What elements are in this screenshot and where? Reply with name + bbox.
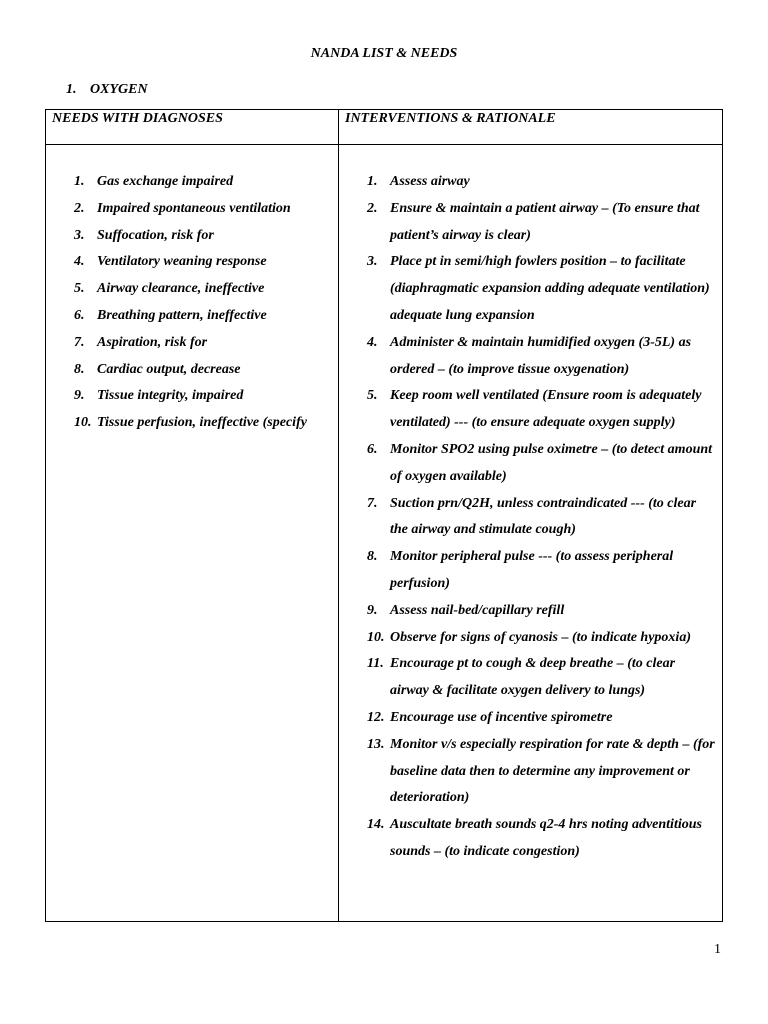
- list-item-number: 14.: [367, 817, 385, 833]
- diagnosis-item: [46, 303, 338, 330]
- list-item-number: 8.: [74, 361, 85, 377]
- diagnosis-item: [46, 249, 338, 276]
- intervention-item: [339, 705, 722, 732]
- list-item-text: Aspiration, risk for: [97, 334, 208, 350]
- interventions-list: [339, 145, 722, 866]
- list-item-number: 7.: [74, 334, 85, 350]
- list-item-number: 3.: [367, 254, 378, 270]
- diagnoses-list: [46, 145, 338, 437]
- list-item-text: Monitor v/s especially respiration for rate & depth – (for baseline data then to determine any improvement or deterioration): [390, 736, 715, 806]
- diagnoses-cell: [46, 145, 339, 922]
- list-item-text: Gas exchange impaired: [97, 174, 234, 189]
- diagnosis-item: [46, 196, 338, 223]
- intervention-item: [339, 544, 722, 598]
- diagnosis-item: [46, 223, 338, 250]
- list-item-text: Encourage pt to cough & deep breathe – (to clear airway & facilitate oxygen delivery to lungs): [390, 656, 676, 699]
- list-item-number: 6.: [367, 441, 378, 457]
- diagnosis-item: [46, 330, 338, 357]
- table-body-row: [46, 145, 723, 922]
- intervention-item: [339, 196, 722, 250]
- list-item-text: Monitor SPO2 using pulse oximetre – (to detect amount of oxygen available): [390, 441, 713, 484]
- header-diagnoses: NEEDS WITH DIAGNOSES: [46, 110, 339, 145]
- list-item-text: Tissue integrity, impaired: [97, 388, 244, 404]
- list-item-text: Administer & maintain humidified oxygen (3-5L) as ordered – (to improve tissue oxygenation): [390, 334, 692, 377]
- list-item-number: 11.: [367, 656, 384, 672]
- diagnosis-item: [46, 357, 338, 384]
- list-item-number: 4.: [74, 254, 85, 270]
- list-item-text: Assess nail-bed/capillary refill: [390, 602, 565, 618]
- list-item-number: 13.: [367, 736, 385, 752]
- interventions-cell: [339, 145, 723, 922]
- diagnosis-item: [46, 169, 338, 196]
- list-item-text: Auscultate breath sounds q2-4 hrs noting adventitious sounds – (to indicate congestion): [390, 817, 702, 859]
- list-item-number: 2.: [367, 200, 378, 216]
- list-item-number: 5.: [74, 281, 85, 297]
- section-heading: [66, 82, 148, 98]
- list-item-number: 8.: [367, 549, 378, 565]
- intervention-item: [339, 437, 722, 491]
- intervention-item: [339, 169, 722, 196]
- list-item-number: 10.: [74, 415, 92, 431]
- intervention-item: [339, 625, 722, 652]
- intervention-item: [339, 812, 722, 866]
- section-label: OXYGEN: [90, 82, 148, 97]
- list-item-number: 1.: [74, 174, 85, 189]
- list-item-number: 10.: [367, 629, 385, 645]
- list-item-text: Encourage use of incentive spirometre: [390, 709, 613, 725]
- list-item-text: Suffocation, risk for: [97, 227, 214, 243]
- diagnosis-item: [46, 383, 338, 410]
- list-item-number: 6.: [74, 307, 85, 323]
- list-item-number: 12.: [367, 709, 385, 725]
- list-item-number: 9.: [74, 388, 85, 404]
- page-title: NANDA LIST & NEEDS: [310, 46, 458, 61]
- intervention-item: [339, 732, 722, 812]
- list-item-text: Ensure & maintain a patient airway – (To ensure that patient’s airway is clear): [390, 200, 700, 243]
- list-item-text: Suction prn/Q2H, unless contraindicated --- (to clear the airway and stimulate cough): [390, 495, 697, 538]
- list-item-text: Tissue perfusion, ineffective (specify: [97, 415, 307, 431]
- intervention-item: [339, 651, 722, 705]
- section-number: 1.: [66, 82, 77, 97]
- needs-table: [45, 109, 723, 922]
- intervention-item: [339, 383, 722, 437]
- list-item-number: 5.: [367, 388, 378, 404]
- intervention-item: [339, 491, 722, 545]
- list-item-text: Impaired spontaneous ventilation: [97, 200, 291, 216]
- list-item-text: Monitor peripheral pulse --- (to assess peripheral perfusion): [390, 549, 674, 591]
- list-item-number: 7.: [367, 495, 378, 511]
- header-interventions: INTERVENTIONS & RATIONALE: [339, 110, 723, 145]
- diagnosis-item: [46, 276, 338, 303]
- list-item-text: Assess airway: [390, 174, 470, 189]
- list-item-text: Cardiac output, decrease: [97, 361, 241, 377]
- intervention-item: [339, 330, 722, 384]
- list-item-number: 1.: [367, 174, 378, 189]
- list-item-number: 4.: [367, 334, 378, 350]
- table-header-row: [46, 110, 723, 145]
- list-item-text: Airway clearance, ineffective: [97, 281, 265, 297]
- diagnosis-item: [46, 410, 338, 437]
- list-item-text: Keep room well ventilated (Ensure room is adequately ventilated) --- (to ensure adequate oxygen supply): [390, 388, 702, 431]
- list-item-text: Observe for signs of cyanosis – (to indicate hypoxia): [390, 629, 691, 645]
- list-item-number: 9.: [367, 602, 378, 618]
- list-item-number: 2.: [74, 200, 85, 216]
- list-item-text: Ventilatory weaning response: [97, 254, 267, 270]
- list-item-number: 3.: [74, 227, 85, 243]
- list-item-text: Breathing pattern, ineffective: [97, 307, 267, 323]
- page-number: 1: [714, 942, 721, 957]
- intervention-item: [339, 249, 722, 329]
- intervention-item: [339, 598, 722, 625]
- list-item-text: Place pt in semi/high fowlers position – to facilitate (diaphragmatic expansion adding adequate ventilation) adequate lung expansion: [390, 254, 710, 323]
